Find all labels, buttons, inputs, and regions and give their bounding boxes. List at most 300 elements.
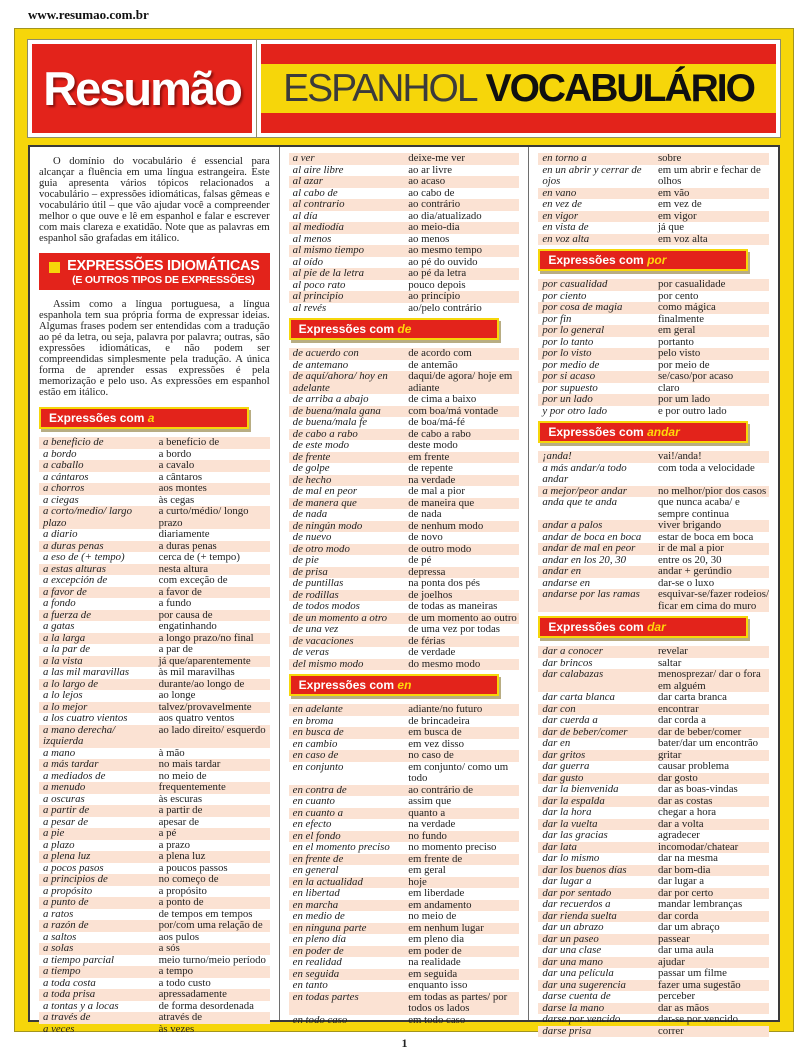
expression-spanish: a tiempo [43, 965, 81, 977]
expression-row [39, 1024, 270, 1036]
expression-portuguese: esquivar-se/fazer rodeios/ ficar em cima do muro [657, 588, 769, 612]
expression-spanish: al menos [292, 232, 332, 245]
expression-spanish: a la par de [43, 643, 91, 655]
expression-spanish: a oscuras [43, 792, 85, 805]
expression-spanish: anda que te anda [542, 496, 618, 508]
expression-spanish: a propósito [43, 884, 93, 897]
expression-portuguese: pelo visto [657, 347, 701, 359]
expression-spanish: de buena/mala gana [292, 404, 381, 417]
expression-portuguese: de uma vez por todas [408, 623, 501, 635]
expression-row [39, 552, 270, 564]
expression-spanish: de arriba a abajo [292, 393, 369, 405]
expression-portuguese: como mágica [657, 301, 716, 313]
expression-portuguese: no mais tardar [158, 758, 221, 770]
expression-row [538, 876, 769, 888]
expression-portuguese: a poucos passos [158, 861, 228, 874]
expression-spanish: a ciegas [43, 493, 79, 506]
expression-spanish: en libertad [292, 887, 340, 899]
expression-spanish: en caso de [292, 749, 339, 761]
expression-spanish: de cabo a rabo [292, 427, 358, 440]
expression-spanish: del mismo modo [292, 657, 364, 670]
expression-portuguese: de repente [408, 462, 453, 474]
expression-portuguese: de boa/má-fé [408, 416, 465, 428]
expression-list [289, 704, 520, 1026]
expression-spanish: dar en [542, 737, 571, 749]
expression-row [538, 853, 769, 865]
expression-spanish: de puntillas [292, 577, 344, 589]
expression-portuguese: no caso de [408, 749, 454, 761]
expression-spanish: a solas [43, 942, 74, 954]
expression-portuguese: a todo custo [158, 976, 211, 989]
expression-portuguese: se/caso/por acaso [657, 370, 734, 382]
expression-row [538, 371, 769, 383]
expression-portuguese: de maneira que [408, 496, 475, 509]
expression-row [289, 176, 520, 188]
expression-spanish: a caballo [43, 459, 84, 471]
expression-row [289, 888, 520, 900]
expression-row [538, 279, 769, 291]
expression-portuguese: agradecer [657, 829, 700, 841]
expression-spanish: en busca de [292, 726, 344, 738]
expression-spanish: dar recuerdos a [542, 898, 611, 910]
expression-portuguese: quanto a [408, 806, 446, 819]
expression-portuguese: por cento [657, 289, 699, 302]
expression-portuguese: de férias [408, 634, 446, 647]
expression-row [538, 945, 769, 957]
expression-portuguese: bater/dar um encontrão [657, 737, 759, 749]
expression-portuguese: de nada [408, 508, 442, 520]
expression-spanish: en realidad [292, 956, 342, 968]
expression-spanish: a pesar de [43, 815, 88, 828]
expression-portuguese: dar corda [657, 909, 699, 922]
expression-spanish: a fuerza de [43, 608, 91, 621]
expression-spanish: andar de boca en boca [542, 530, 642, 543]
expression-spanish: por medio de [542, 358, 600, 371]
card-frame [14, 28, 794, 1037]
expression-row [289, 222, 520, 234]
banner-title: EXPRESSÕES IDIOMÁTICAS [67, 258, 260, 274]
expression-row [39, 713, 270, 725]
brand-name: Resumão [43, 62, 241, 115]
expression-row [39, 483, 270, 495]
expression-portuguese: a tempo [158, 965, 194, 977]
expression-row [538, 348, 769, 360]
expression-portuguese: dar bom-dia [657, 863, 711, 876]
section-header-keyword: por [647, 253, 667, 267]
expression-portuguese: no começo de [158, 873, 219, 885]
expression-row [289, 750, 520, 762]
expression-portuguese: dar na mesma [657, 852, 718, 864]
columns [28, 145, 780, 1037]
expression-row [39, 817, 270, 829]
expression-portuguese: meio turno/meio período [158, 953, 266, 966]
expression-spanish: a tontas y a locas [43, 999, 119, 1012]
expression-spanish: a tiempo parcial [43, 953, 114, 966]
expression-portuguese: ao dia/atualizado [408, 209, 482, 222]
expression-spanish: andar a palos [542, 519, 603, 531]
expression-spanish: dar la espalda [542, 794, 605, 807]
expression-portuguese: finalmente [657, 312, 705, 325]
expression-spanish: a eso de (+ tempo) [43, 551, 125, 563]
expression-spanish: dar la vuelta [542, 817, 598, 830]
expression-spanish: a la vista [43, 654, 83, 667]
expression-row [538, 830, 769, 842]
expression-spanish: de una vez [292, 623, 339, 635]
expression-portuguese: de outro modo [408, 542, 472, 555]
expression-spanish: en voz alta [542, 232, 590, 245]
expression-portuguese: mandar lembranças [657, 898, 743, 910]
expression-portuguese: com toda a velocidade [657, 461, 755, 474]
expression-spanish: en frente de [292, 852, 344, 865]
expression-spanish: al azar [292, 175, 323, 187]
expression-spanish: dar brincos [542, 656, 593, 669]
expression-list [39, 437, 270, 1035]
expression-spanish: dar gritos [542, 748, 586, 761]
expression-row [39, 725, 270, 748]
expression-row [289, 659, 520, 671]
expression-portuguese: a curto/médio/ longo prazo [158, 505, 249, 529]
expression-spanish: dar una película [542, 967, 614, 979]
expression-portuguese: em vigor [657, 209, 697, 222]
expression-spanish: por casualidad [542, 278, 608, 290]
expression-portuguese: de brincadeira [408, 714, 470, 727]
expression-portuguese: em todas as partes/ por todos os lados [408, 990, 508, 1014]
expression-spanish: a bordo [43, 447, 77, 460]
expression-spanish: al poco rato [292, 278, 346, 291]
expression-portuguese: estar de boca em boca [657, 530, 754, 543]
expression-row [538, 1014, 769, 1026]
expression-portuguese: ao ar livre [408, 163, 453, 176]
expression-portuguese: já que [657, 221, 685, 233]
expression-row [39, 897, 270, 909]
expression-spanish: dar la hora [542, 806, 592, 818]
expression-spanish: en cuanto [292, 795, 335, 807]
expression-row [538, 692, 769, 704]
expression-spanish: en broma [292, 714, 334, 727]
expression-portuguese: apesar de [158, 815, 200, 828]
expression-row [538, 451, 769, 463]
section-header-keyword: de [397, 322, 412, 336]
expression-spanish: por si acaso [542, 370, 596, 382]
expression-spanish: por lo general [542, 324, 605, 336]
expression-row [538, 566, 769, 578]
expression-portuguese: no meio de [408, 910, 457, 922]
expression-portuguese: em todo caso [408, 1013, 466, 1026]
expression-portuguese: de acordo com [408, 347, 472, 359]
expression-portuguese: passear [657, 932, 690, 945]
expression-spanish: a principios de [43, 873, 108, 885]
expression-portuguese: ao lado direito/ esquerdo [158, 723, 266, 736]
expression-row [39, 989, 270, 1001]
expression-spanish: dar lo mismo [542, 852, 600, 864]
expression-spanish: darse por vencido [542, 1013, 621, 1025]
expression-spanish: dar las gracias [542, 829, 608, 841]
expression-portuguese: a ponto de [158, 896, 204, 908]
expression-portuguese: ao princípio [408, 290, 461, 302]
expression-spanish: de todos modos [292, 600, 360, 612]
expression-portuguese: diariamente [158, 528, 210, 540]
expression-row [538, 165, 769, 188]
expression-row [39, 782, 270, 794]
expression-portuguese: de verdade [408, 646, 456, 658]
expression-row [289, 624, 520, 636]
expression-portuguese: nesta altura [158, 562, 209, 575]
expression-spanish: a beneficio de [43, 436, 104, 448]
expression-portuguese: dar carta branca [657, 691, 727, 703]
expression-spanish: en conjunto [292, 760, 344, 773]
expression-spanish: a más andar/a todo andar [542, 461, 627, 485]
expression-spanish: dar guerra [542, 760, 590, 772]
expression-spanish: a veces [43, 1022, 75, 1035]
expression-portuguese: a benefício de [158, 436, 220, 448]
expression-row [538, 406, 769, 418]
expression-spanish: en marcha [292, 898, 339, 911]
expression-row [538, 715, 769, 727]
expression-spanish: al día [292, 209, 318, 222]
expression-spanish: dar una clase [542, 944, 602, 956]
expression-row [538, 669, 769, 692]
expression-row [538, 807, 769, 819]
expression-portuguese: andar + gerúndio [657, 565, 732, 577]
expression-list [538, 279, 769, 417]
expression-list [289, 348, 520, 670]
expression-row [39, 966, 270, 978]
flag-middle-band [261, 64, 776, 113]
expression-spanish: al oído [292, 255, 323, 268]
idioms-section-banner [39, 253, 270, 290]
expression-row [289, 509, 520, 521]
expression-row [289, 911, 520, 923]
expression-portuguese: em andamento [408, 898, 472, 911]
expression-portuguese: ajudar [657, 955, 685, 968]
expression-portuguese: em conjunto/ como um todo [408, 760, 509, 784]
expression-spanish: a pocos pasos [43, 861, 104, 874]
intro-paragraph: O domínio do vocabulário é essencial para alcançar a fluência em uma língua estrangeira. Este guia apresenta vários tópicos relacionados a vocabulário – expressões idiomáticas, falsas gêmeas e vocabulário útil – que vão ajudar você a compreender melhor o que ouve e lê em espanhol e falar e escrever com mais clareza e exatidão. Note que as palavras em espanhol são grafadas em itálico. [39, 156, 270, 244]
expression-row [39, 851, 270, 863]
banner-subtitle: (E OUTROS TIPOS DE EXPRESSÕES) [72, 274, 255, 286]
expression-spanish: a través de [43, 1011, 91, 1023]
expression-spanish: a mano derecha/ izquierda [43, 723, 116, 747]
expression-row [39, 943, 270, 955]
expression-spanish: de este modo [292, 439, 350, 451]
expression-spanish: en efecto [292, 818, 332, 830]
expression-row [39, 667, 270, 679]
expression-spanish: por lo tanto [542, 335, 594, 348]
spain-flag-banner [257, 40, 780, 137]
expression-portuguese: de joelhos [408, 588, 453, 601]
expression-spanish: y por otro lado [542, 404, 608, 417]
expression-spanish: dar la bienvenida [542, 783, 619, 795]
section-header-de [289, 318, 499, 340]
expression-spanish: en general [292, 864, 339, 876]
expression-spanish: por fin [542, 312, 572, 325]
expression-row [538, 520, 769, 532]
section-header-dar [538, 616, 748, 638]
expression-spanish: en vez de [542, 198, 582, 210]
expression-spanish: dar con [542, 702, 576, 715]
expression-spanish: en ninguna parte [292, 921, 367, 934]
expression-row [289, 245, 520, 257]
section-header-prefix: Expressões com [49, 411, 148, 425]
expression-spanish: al contrario [292, 198, 345, 210]
expression-row [289, 647, 520, 659]
expression-portuguese: engatinhando [158, 620, 217, 632]
expression-row [289, 865, 520, 877]
expression-spanish: a saltos [43, 930, 77, 943]
expression-spanish: al revés [292, 301, 327, 314]
resumao-logo [28, 40, 256, 137]
expression-portuguese: em pleno dia [408, 933, 465, 945]
section-header-en [289, 674, 499, 696]
expression-portuguese: no meio de [158, 769, 207, 782]
expression-spanish: al principio [292, 290, 344, 302]
expression-spanish: de antemano [292, 358, 349, 371]
site-url: www.resumao.com.br [28, 7, 149, 22]
section-header-prefix: Expressões com [548, 425, 648, 439]
expression-row [538, 222, 769, 234]
expression-spanish: a lo largo de [43, 677, 99, 690]
expression-row [289, 704, 520, 716]
expression-portuguese: a par de [158, 643, 193, 655]
expression-spanish: dar los buenos días [542, 863, 627, 876]
expression-row [39, 460, 270, 472]
expression-spanish: dar lata [542, 840, 577, 853]
expression-spanish: de otro modo [292, 542, 350, 555]
expression-portuguese: na verdade [408, 818, 456, 830]
intro-paragraph: Assim como a língua portuguesa, a língua espanhola tem sua própria forma de expressar ideias. Algumas frases podem ser entendidas com a tradução ao pé da letra, ou seja, palavra por palavra; outras, são expressões idiomáticas, e não podem ser compreendidas simplesmente pela tradução. A única forma de aprender essas expressões é pela memorização e pelo uso. As expressões em espanhol estão em itálico. [39, 299, 270, 398]
expression-spanish: a cántaros [43, 470, 89, 483]
expression-list [289, 153, 520, 314]
expression-spanish: dar una mano [542, 955, 603, 968]
expression-spanish: en cuanto a [292, 806, 344, 819]
expression-row [39, 529, 270, 541]
expression-portuguese: ir de mal a pior [657, 542, 724, 554]
page-number: 1 [401, 1036, 408, 1050]
expression-row [538, 761, 769, 773]
expression-row [289, 796, 520, 808]
expression-portuguese: ao mesmo tempo [408, 244, 483, 256]
expression-row [538, 463, 769, 486]
expression-spanish: a ver [292, 152, 315, 164]
expression-portuguese: perceber [657, 990, 696, 1002]
expression-row [538, 991, 769, 1003]
expression-row [289, 532, 520, 544]
expression-portuguese: ao pé da letra [408, 267, 467, 279]
expression-spanish: en pleno día [292, 933, 347, 945]
expression-spanish: dar a conocer [542, 645, 603, 657]
expression-spanish: dar lugar a [542, 875, 592, 887]
expression-portuguese: ao contrário [408, 198, 461, 210]
expression-spanish: a corto/medio/ largo plazo [43, 505, 132, 529]
yellow-square-icon [49, 262, 60, 273]
expression-row [39, 690, 270, 702]
expression-spanish: de aquí/ahora/ hoy en adelante [292, 370, 388, 394]
expression-spanish: a partir de [43, 804, 90, 816]
expression-portuguese: de todas as maneiras [408, 600, 498, 612]
expression-portuguese: depressa [408, 565, 446, 578]
expression-portuguese: ao acaso [408, 175, 446, 187]
expression-portuguese: no fundo [408, 829, 447, 842]
expression-row [289, 417, 520, 429]
expression-portuguese: frequentemente [158, 781, 226, 793]
expression-portuguese: ao/pelo contrário [408, 301, 482, 314]
expression-spanish: darse la mano [542, 1001, 605, 1014]
expression-portuguese: dar corda a [657, 714, 706, 726]
expression-spanish: a más tardar [43, 758, 99, 770]
expression-portuguese: ao longe [158, 689, 196, 701]
expression-portuguese: aos montes [158, 482, 207, 494]
expression-spanish: al aire libre [292, 163, 344, 176]
column-3 [528, 147, 778, 1037]
expression-portuguese: deste modo [408, 439, 458, 451]
expression-spanish: de acuerdo con [292, 347, 359, 359]
expression-list [538, 451, 769, 612]
expression-portuguese: dar as costas [657, 794, 713, 807]
expression-spanish: dar rienda suelta [542, 909, 617, 922]
expression-portuguese: na ponta dos pés [408, 577, 480, 589]
expression-spanish: de nada [292, 508, 328, 520]
expression-spanish: andar de mal en peor [542, 542, 636, 554]
expression-list [538, 646, 769, 1037]
expression-row [538, 922, 769, 934]
expression-spanish: a chorros [43, 482, 85, 494]
expression-portuguese: a partir de [158, 804, 203, 816]
expression-portuguese: em geral [657, 324, 696, 336]
expression-spanish: en poder de [292, 944, 344, 957]
expression-portuguese: e por outro lado [657, 404, 727, 417]
expression-row [538, 153, 769, 165]
expression-portuguese: cerca de (+ tempo) [158, 551, 240, 563]
expression-spanish: a menudo [43, 781, 86, 793]
section-header-prefix: Expressões com [298, 322, 398, 336]
expression-portuguese: dar um abraço [657, 921, 720, 933]
expression-spanish: de nuevo [292, 531, 332, 543]
expression-row [289, 348, 520, 360]
expression-portuguese: de um momento ao outro [408, 611, 517, 624]
expression-portuguese: dar por certo [657, 886, 714, 899]
expression-portuguese: a sós [158, 942, 180, 954]
expression-row [289, 303, 520, 315]
expression-spanish: a razón de [43, 919, 89, 931]
expression-row [289, 165, 520, 177]
expression-portuguese: de nenhum modo [408, 519, 484, 532]
expression-row [39, 874, 270, 886]
expression-spanish: a mejor/peor andar [542, 484, 627, 497]
expression-row [538, 543, 769, 555]
expression-spanish: de mal en peor [292, 485, 358, 497]
expression-spanish: darse prisa [542, 1024, 592, 1037]
expression-row [39, 644, 270, 656]
expression-portuguese: a cântaros [158, 470, 203, 483]
expression-portuguese: aos pulos [158, 930, 200, 943]
expression-portuguese: na verdade [408, 473, 456, 486]
section-header-keyword: dar [647, 620, 666, 634]
expression-row [289, 727, 520, 739]
expression-portuguese: entre os 20, 30 [657, 553, 722, 566]
expression-spanish: de veras [292, 646, 329, 658]
expression-row [289, 486, 520, 498]
expression-row [39, 920, 270, 932]
expression-row [289, 578, 520, 590]
expression-spanish: a las mil maravillas [43, 666, 130, 678]
expression-portuguese: às mil maravilhas [158, 666, 235, 678]
expression-spanish: a punto de [43, 896, 89, 908]
expression-portuguese: do mesmo modo [408, 657, 481, 670]
expression-row [538, 394, 769, 406]
expression-row [289, 957, 520, 969]
expression-spanish: por cosa de magia [542, 301, 623, 313]
expression-row [538, 234, 769, 246]
